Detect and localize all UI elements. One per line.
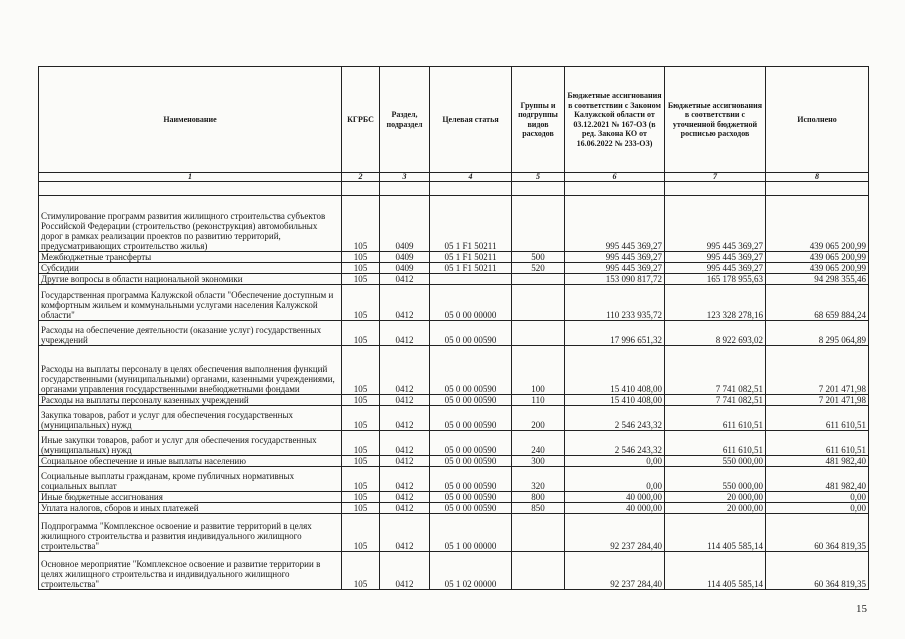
- row-executed: 68 659 884,24: [766, 285, 869, 321]
- row-name: Расходы на выплаты персоналу казенных учреждений: [39, 395, 342, 406]
- table-row: [39, 263, 869, 274]
- row-refined-allocation: 7 741 082,51: [665, 395, 766, 406]
- row-name: Иные закупки товаров, работ и услуг для обеспечения государственных (муниципальных) нужд: [39, 431, 342, 456]
- row-kgrbs: 105: [342, 346, 380, 395]
- row-executed: 7 201 471,98: [766, 395, 869, 406]
- row-section: 0412: [380, 514, 430, 552]
- row-refined-allocation: 611 610,51: [665, 406, 766, 431]
- row-law-allocation: 92 237 284,40: [565, 514, 665, 552]
- row-name: Субсидии: [39, 263, 342, 274]
- row-section: 0412: [380, 456, 430, 467]
- table-row: [39, 514, 869, 552]
- header-executed: Исполнено: [766, 67, 869, 173]
- row-expense-group: 320: [512, 467, 565, 492]
- row-refined-allocation: 995 445 369,27: [665, 196, 766, 252]
- row-refined-allocation: 995 445 369,27: [665, 252, 766, 263]
- table-row: [39, 406, 869, 431]
- header-section: Раздел, подраздел: [380, 67, 430, 173]
- row-expense-group: [512, 514, 565, 552]
- row-refined-allocation: 114 405 585,14: [665, 552, 766, 590]
- row-name: Основное мероприятие "Комплексное освоение и развитие территории в целях жилищного строительства и индивидуального жилищного строительства": [39, 552, 342, 590]
- row-refined-allocation: 8 922 693,02: [665, 321, 766, 346]
- row-section: 0412: [380, 552, 430, 590]
- row-refined-allocation: 611 610,51: [665, 431, 766, 456]
- table-row: [39, 196, 869, 252]
- table-row: [39, 395, 869, 406]
- row-refined-allocation: 165 178 955,63: [665, 274, 766, 285]
- row-expense-group: 500: [512, 252, 565, 263]
- column-number-row: [39, 173, 869, 182]
- column-number: 2: [342, 173, 380, 182]
- row-target-article: 05 0 00 00590: [430, 456, 512, 467]
- row-expense-group: 800: [512, 492, 565, 503]
- row-executed: 60 364 819,35: [766, 552, 869, 590]
- row-name: Подпрограмма "Комплексное освоение и развитие территорий в целях жилищного строительства и развития индивидуального жилищного строительства": [39, 514, 342, 552]
- row-target-article: 05 0 00 00590: [430, 346, 512, 395]
- row-target-article: 05 0 00 00590: [430, 406, 512, 431]
- table-row: [39, 467, 869, 492]
- row-section: 0409: [380, 263, 430, 274]
- row-target-article: 05 0 00 00590: [430, 503, 512, 514]
- row-kgrbs: 105: [342, 552, 380, 590]
- row-name: Другие вопросы в области национальной экономики: [39, 274, 342, 285]
- row-law-allocation: 15 410 408,00: [565, 346, 665, 395]
- row-executed: 7 201 471,98: [766, 346, 869, 395]
- table-row: [39, 321, 869, 346]
- budget-table: [38, 66, 869, 590]
- table-header-row: [39, 67, 869, 173]
- row-target-article: 05 1 F1 50211: [430, 196, 512, 252]
- row-target-article: 05 1 F1 50211: [430, 252, 512, 263]
- table-row: [39, 252, 869, 263]
- row-executed: 60 364 819,35: [766, 514, 869, 552]
- table-spacer-row: [39, 182, 869, 196]
- row-refined-allocation: 123 328 278,16: [665, 285, 766, 321]
- row-kgrbs: 105: [342, 456, 380, 467]
- table-row: [39, 431, 869, 456]
- row-expense-group: [512, 196, 565, 252]
- row-section: 0412: [380, 285, 430, 321]
- row-executed: 439 065 200,99: [766, 263, 869, 274]
- page-number: 15: [856, 603, 867, 615]
- row-section: 0412: [380, 467, 430, 492]
- row-law-allocation: 995 445 369,27: [565, 196, 665, 252]
- header-expense-groups: Группы и подгруппы видов расходов: [512, 67, 565, 173]
- row-law-allocation: 995 445 369,27: [565, 263, 665, 274]
- row-kgrbs: 105: [342, 514, 380, 552]
- row-law-allocation: 92 237 284,40: [565, 552, 665, 590]
- row-executed: 8 295 064,89: [766, 321, 869, 346]
- row-expense-group: 300: [512, 456, 565, 467]
- row-kgrbs: 105: [342, 395, 380, 406]
- row-law-allocation: 2 546 243,32: [565, 431, 665, 456]
- table-body: [39, 182, 869, 590]
- row-name: Закупка товаров, работ и услуг для обеспечения государственных (муниципальных) нужд: [39, 406, 342, 431]
- column-number: 7: [665, 173, 766, 182]
- row-kgrbs: 105: [342, 196, 380, 252]
- row-executed: 0,00: [766, 503, 869, 514]
- row-refined-allocation: 995 445 369,27: [665, 263, 766, 274]
- row-law-allocation: 40 000,00: [565, 503, 665, 514]
- row-name: Межбюджетные трансферты: [39, 252, 342, 263]
- row-kgrbs: 105: [342, 263, 380, 274]
- row-expense-group: [512, 285, 565, 321]
- row-name: Социальное обеспечение и иные выплаты населению: [39, 456, 342, 467]
- row-refined-allocation: 20 000,00: [665, 503, 766, 514]
- row-expense-group: 850: [512, 503, 565, 514]
- row-executed: 481 982,40: [766, 467, 869, 492]
- header-law-allocations: Бюджетные ассигнования в соответствии с Законом Калужской области от 03.12.2021 № 167-ОЗ (в ред. Закона КО от 16.06.2022 № 233-ОЗ): [565, 67, 665, 173]
- header-kgrbs: КГРБС: [342, 67, 380, 173]
- table-row: [39, 552, 869, 590]
- row-kgrbs: 105: [342, 252, 380, 263]
- row-refined-allocation: 550 000,00: [665, 467, 766, 492]
- row-law-allocation: 110 233 935,72: [565, 285, 665, 321]
- row-section: 0412: [380, 274, 430, 285]
- row-executed: 481 982,40: [766, 456, 869, 467]
- row-executed: 0,00: [766, 492, 869, 503]
- row-expense-group: 100: [512, 346, 565, 395]
- row-section: 0412: [380, 492, 430, 503]
- row-kgrbs: 105: [342, 503, 380, 514]
- row-target-article: 05 0 00 00000: [430, 285, 512, 321]
- column-number: 1: [39, 173, 342, 182]
- header-name: Наименование: [39, 67, 342, 173]
- row-law-allocation: 15 410 408,00: [565, 395, 665, 406]
- row-target-article: 05 0 00 00590: [430, 467, 512, 492]
- row-expense-group: [512, 552, 565, 590]
- table-row: [39, 492, 869, 503]
- column-number: 6: [565, 173, 665, 182]
- row-executed: 439 065 200,99: [766, 252, 869, 263]
- table-row: [39, 503, 869, 514]
- row-law-allocation: 153 090 817,72: [565, 274, 665, 285]
- column-number: 3: [380, 173, 430, 182]
- header-refined-allocations: Бюджетные ассигнования в соответствии с уточненной бюджетной росписью расходов: [665, 67, 766, 173]
- row-section: 0412: [380, 395, 430, 406]
- column-number: 8: [766, 173, 869, 182]
- row-kgrbs: 105: [342, 492, 380, 503]
- row-executed: 611 610,51: [766, 406, 869, 431]
- row-executed: 611 610,51: [766, 431, 869, 456]
- row-refined-allocation: 7 741 082,51: [665, 346, 766, 395]
- row-refined-allocation: 114 405 585,14: [665, 514, 766, 552]
- row-kgrbs: 105: [342, 285, 380, 321]
- row-target-article: 05 0 00 00590: [430, 431, 512, 456]
- row-section: 0412: [380, 346, 430, 395]
- row-section: 0409: [380, 196, 430, 252]
- column-number: 5: [512, 173, 565, 182]
- row-law-allocation: 0,00: [565, 456, 665, 467]
- row-expense-group: 520: [512, 263, 565, 274]
- row-law-allocation: 0,00: [565, 467, 665, 492]
- row-name: Уплата налогов, сборов и иных платежей: [39, 503, 342, 514]
- row-name: Стимулирование программ развития жилищного строительства субъектов Российской Федерации (строительство (реконструкция) автомобильных дорог в рамках реализации проектов по развитию территорий, предусматривающих строительство жилья): [39, 196, 342, 252]
- row-name: Расходы на выплаты персоналу в целях обеспечения выполнения функций государственными (муниципальными) органами, казенными учреждениями, органами управления государственными внебюджетными фондами: [39, 346, 342, 395]
- row-target-article: 05 0 00 00590: [430, 321, 512, 346]
- row-kgrbs: 105: [342, 467, 380, 492]
- row-law-allocation: 2 546 243,32: [565, 406, 665, 431]
- table-row: [39, 456, 869, 467]
- row-expense-group: 240: [512, 431, 565, 456]
- row-expense-group: [512, 321, 565, 346]
- row-name: Расходы на обеспечение деятельности (оказание услуг) государственных учреждений: [39, 321, 342, 346]
- row-target-article: 05 1 00 00000: [430, 514, 512, 552]
- row-target-article: 05 1 02 00000: [430, 552, 512, 590]
- row-law-allocation: 40 000,00: [565, 492, 665, 503]
- row-target-article: 05 1 F1 50211: [430, 263, 512, 274]
- row-refined-allocation: 20 000,00: [665, 492, 766, 503]
- row-kgrbs: 105: [342, 274, 380, 285]
- table-row: [39, 285, 869, 321]
- row-law-allocation: 17 996 651,32: [565, 321, 665, 346]
- row-kgrbs: 105: [342, 431, 380, 456]
- header-target-article: Целевая статья: [430, 67, 512, 173]
- row-section: 0409: [380, 252, 430, 263]
- row-section: 0412: [380, 431, 430, 456]
- row-executed: 94 298 355,46: [766, 274, 869, 285]
- column-number: 4: [430, 173, 512, 182]
- row-expense-group: 200: [512, 406, 565, 431]
- row-expense-group: 110: [512, 395, 565, 406]
- row-target-article: 05 0 00 00590: [430, 395, 512, 406]
- row-name: Государственная программа Калужской области "Обеспечение доступным и комфортным жильем и коммунальными услугами населения Калужской области": [39, 285, 342, 321]
- row-section: 0412: [380, 321, 430, 346]
- row-kgrbs: 105: [342, 321, 380, 346]
- row-expense-group: [512, 274, 565, 285]
- row-target-article: 05 0 00 00590: [430, 492, 512, 503]
- row-target-article: [430, 274, 512, 285]
- row-kgrbs: 105: [342, 406, 380, 431]
- row-section: 0412: [380, 406, 430, 431]
- row-section: 0412: [380, 503, 430, 514]
- row-name: Социальные выплаты гражданам, кроме публичных нормативных социальных выплат: [39, 467, 342, 492]
- row-executed: 439 065 200,99: [766, 196, 869, 252]
- table-row: [39, 274, 869, 285]
- row-refined-allocation: 550 000,00: [665, 456, 766, 467]
- table-row: [39, 346, 869, 395]
- row-law-allocation: 995 445 369,27: [565, 252, 665, 263]
- row-name: Иные бюджетные ассигнования: [39, 492, 342, 503]
